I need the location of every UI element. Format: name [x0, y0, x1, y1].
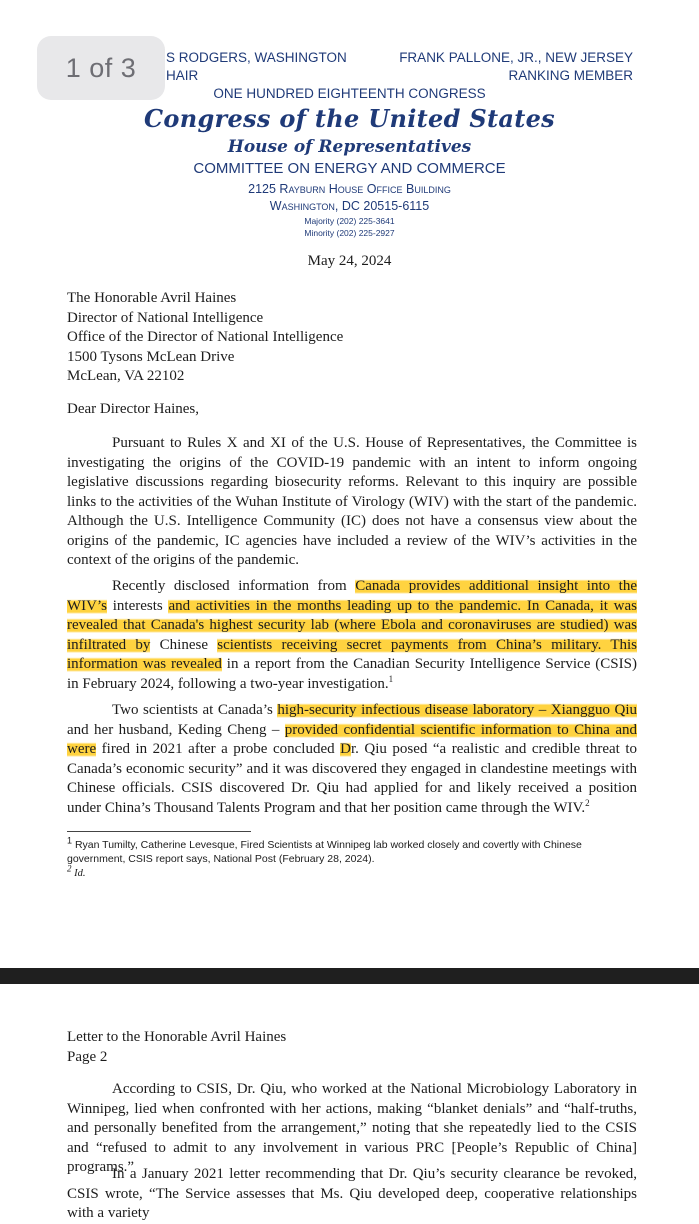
addressee-line: The Honorable Avril Haines: [67, 290, 237, 306]
footnote-2: [67, 863, 637, 881]
congress-title: Congress of the United States: [143, 104, 555, 133]
highlighted-text: provided confidential scientific information to China and were: [67, 721, 637, 757]
majority-phone: Majority (202) 225-3641: [304, 216, 395, 226]
footnote-ref-1: 1: [388, 673, 394, 684]
highlighted-text: Canada provides additional insight into the WIV’s: [67, 578, 637, 614]
addressee-line: 1500 Tysons McLean Drive: [67, 348, 235, 365]
salutation: Dear Director Haines,: [67, 401, 200, 417]
office-address-line2: Washington, DC 20515-6115: [269, 199, 430, 213]
chair-title: HAIR: [166, 68, 199, 83]
paragraph-text: in a report from the Canadian Security Intelligence Service (CSIS) in February 2024, following a two-year investigation.: [67, 656, 637, 692]
house-title: House of Representatives: [227, 137, 472, 157]
page-2-paragraph-1: According to CSIS, Dr. Qiu, who worked at the National Microbiology Laboratory in Winnipeg, lied when confronted with her actions, making “blanket denials” and “half-truths, and personally benefited from the arrangement,” noting that she repeatedly lied to the CSIS and “refused to admit to any involvement in various PRC [People’s Republic of China] programs.”: [67, 1081, 637, 1175]
highlighted-text: scientists receiving secret payments from China’s military. This information was revealed: [67, 636, 637, 672]
footnote-1: [67, 835, 637, 866]
paragraph-text: Two scientists at Canada’s: [112, 702, 278, 718]
body-paragraph-1: Pursuant to Rules X and XI of the U.S. House of Representatives, the Committee is investigating the origins of the COVID-19 pandemic with an intent to inform ongoing legislative discussions regarding biosecurity reforms. Relevant to this inquiry are possible links to the activities of the Wuhan Institute of Virology (WIV) with the start of the pandemic. Although the U.S. Intelligence Community (IC) does not have a consensus view about the origins of the pandemic, IC agencies have included a review of the WIV’s activities in the context of the origins of the pandemic.: [67, 435, 637, 568]
footnote-mark: 2: [67, 863, 72, 874]
highlighted-text: D: [340, 741, 351, 757]
letter-date: May 24, 2024: [307, 253, 392, 269]
footnote-divider: [67, 831, 251, 832]
paragraph-text: fired in 2021 after a probe concluded: [96, 741, 341, 757]
page-separator: [0, 968, 699, 984]
addressee-line: Office of the Director of National Intelligence: [67, 329, 344, 345]
addressee-line: McLean, VA 22102: [67, 368, 185, 384]
footnote-mark: 1: [67, 835, 73, 846]
page-2-header-recipient: Letter to the Honorable Avril Haines: [67, 1029, 287, 1045]
footnote-text: Id.: [74, 868, 86, 879]
chair-block: [166, 49, 347, 85]
paragraph-text: interests: [107, 597, 169, 614]
committee-name: COMMITTEE ON ENERGY AND COMMERCE: [193, 160, 506, 177]
paragraph-text: Recently disclosed information from: [112, 578, 356, 594]
body-paragraph-2: [67, 577, 637, 694]
addressee-block: [67, 289, 637, 387]
body-paragraph-3: [67, 701, 637, 818]
highlighted-text: and activities in the months leading up to the pandemic. In Canada, it was revealed that Canada's highest security lab (where Ebola and coronaviruses are studied) was infiltrated by: [67, 597, 637, 653]
office-address-line1: 2125 Rayburn House Office Building: [248, 182, 451, 196]
paragraph-text: Chinese: [150, 636, 218, 653]
chair-name: S RODGERS, WASHINGTON: [166, 50, 347, 65]
paragraph-text: and her husband, Keding Cheng –: [67, 721, 285, 738]
ranking-member-block: [399, 49, 633, 85]
addressee-line: Director of National Intelligence: [67, 309, 264, 326]
highlighted-text: high-security infectious disease laboratory – Xiangguo Qiu: [277, 702, 637, 718]
congress-number: ONE HUNDRED EIGHTEENTH CONGRESS: [213, 86, 486, 101]
page-2-header: [67, 1028, 637, 1067]
page-2-header-page-number: Page 2: [67, 1048, 108, 1065]
ranking-member-name: FRANK PALLONE, JR., NEW JERSEY: [399, 50, 633, 65]
page-indicator-badge: 1 of 3: [37, 36, 165, 100]
footnote-text: Ryan Tumilty, Catherine Levesque, Fired Scientists at Winnipeg lab worked closely and covertly with Chinese government, CSIS report says, National Post (February 28, 2024).: [67, 839, 582, 865]
ranking-member-title: RANKING MEMBER: [508, 68, 633, 83]
footnote-ref-2: 2: [585, 797, 590, 808]
page-2-paragraph-2: In a January 2021 letter recommending that Dr. Qiu’s security clearance be revoked, CSIS wrote, “The Service assesses that Ms. Qiu developed deep, cooperative relationships with a variety: [67, 1166, 637, 1221]
minority-phone: Minority (202) 225-2927: [304, 228, 395, 238]
paragraph-text: r. Qiu posed “a realistic and credible threat to Canada’s economic security” and it was discovered they engaged in clandestine meetings with Chinese officials. CSIS discovered Dr. Qiu had applied for and likely received a position under China’s Thousand Talents Program and that her position came through the WIV.: [67, 741, 637, 816]
